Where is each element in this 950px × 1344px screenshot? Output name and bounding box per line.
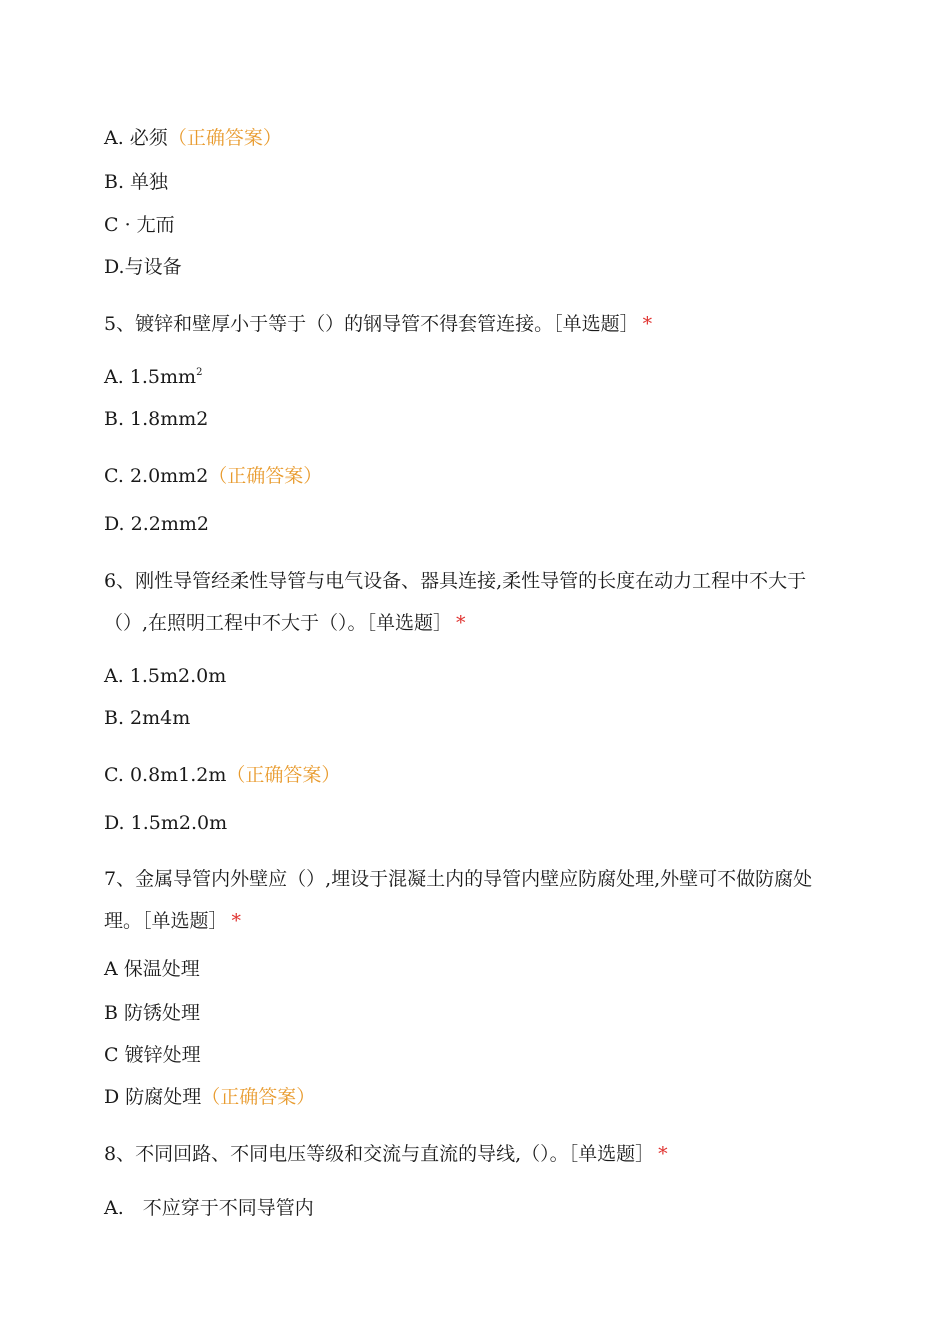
- q6-option-d: D. 1.5m2.0m: [104, 812, 228, 834]
- q6-option-c: C. 0.8m1.2m（正确答案）: [104, 764, 341, 786]
- correct-answer-label: （正确答案）: [226, 764, 341, 786]
- q7-option-c: C 镀锌处理: [104, 1044, 201, 1066]
- question-5-text: 5、镀锌和壁厚小于等于（）的钢导管不得套管连接。［单选题］: [104, 313, 639, 335]
- q7-option-a: A 保温处理: [104, 958, 200, 980]
- q7-option-b: B 防锈处理: [104, 1002, 201, 1024]
- required-mark: *: [456, 612, 466, 634]
- q7-option-d: D 防腐处理（正确答案）: [104, 1086, 316, 1108]
- correct-answer-label: （正确答案）: [208, 465, 323, 487]
- required-mark: *: [231, 910, 242, 932]
- q5-option-a: A. $1.5mm^2$: [104, 366, 203, 388]
- prev-option-d: D.与设备: [104, 256, 182, 278]
- correct-answer-label: （正确答案）: [201, 1086, 316, 1108]
- question-6-text: 6、刚性导管经柔性导管与电气设备、器具连接,柔性导管的长度在动力工程中不大于（）,在照明工程中不大于（）。［单选题］: [104, 570, 807, 634]
- question-7-text: 7、金属导管内外壁应（）,埋设于混凝土内的导管内壁应防腐处理,外壁可不做防腐处理。［单选题］: [104, 868, 813, 932]
- question-8-text: 8、不同回路、不同电压等级和交流与直流的导线,（）。［单选题］: [104, 1143, 655, 1165]
- q6-option-b: B. 2m4m: [104, 707, 191, 729]
- prev-option-a: A. 必须（正确答案）: [104, 127, 282, 149]
- question-5: [104, 303, 839, 345]
- prev-option-c: C · 尢而: [104, 214, 175, 236]
- question-8: [104, 1133, 839, 1175]
- q5-option-d: D. 2.2mm2: [104, 513, 209, 535]
- question-6: [104, 560, 839, 644]
- q5-option-b: B. 1.8mm2: [104, 408, 209, 430]
- correct-answer-label: （正确答案）: [167, 127, 282, 149]
- prev-option-b: B. 单独: [104, 171, 169, 193]
- q8-option-a: A. 不应穿于不同导管内: [104, 1197, 314, 1219]
- required-mark: *: [658, 1143, 668, 1165]
- question-7: [104, 858, 839, 942]
- q6-option-a: A. 1.5m2.0m: [104, 665, 227, 687]
- required-mark: *: [642, 313, 653, 335]
- q5-option-c: C. 2.0mm2（正确答案）: [104, 465, 323, 487]
